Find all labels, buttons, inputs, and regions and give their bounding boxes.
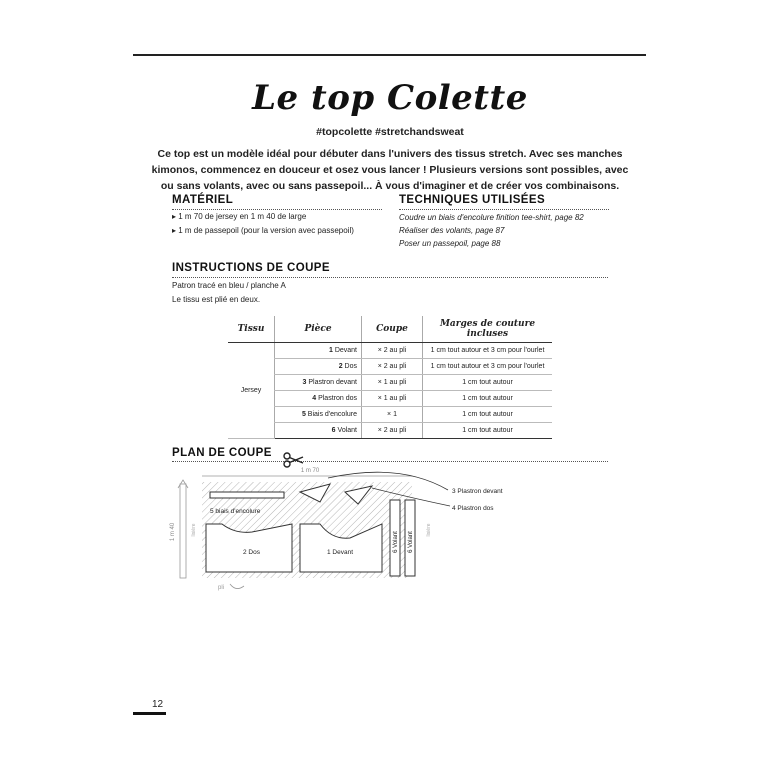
instructions-heading: INSTRUCTIONS DE COUPE	[172, 262, 330, 274]
table-row	[228, 407, 552, 423]
plastron-devant-label: 3 Plastron devant	[452, 488, 503, 495]
table-row	[228, 423, 552, 439]
techniques-heading: TECHNIQUES UTILISÉES	[399, 194, 546, 206]
materiel-item: ▸ 1 m de passepoil (pour la version avec passepoil)	[172, 226, 354, 235]
header-piece: Pièce	[275, 316, 362, 343]
coupe-cell: × 2 au pli	[362, 343, 423, 359]
hashtags: #topcolette #stretchandsweat	[316, 126, 464, 138]
techniques-divider	[399, 209, 609, 210]
height-dimension-bar	[180, 484, 186, 578]
technique-item: Poser un passepoil, page 88	[399, 239, 501, 248]
technique-item: Coudre un biais d'encolure finition tee-shirt, page 82	[399, 213, 584, 222]
cutting-table	[228, 316, 552, 439]
top-rule	[133, 54, 646, 56]
marges-cell: 1 cm tout autour et 3 cm pour l'ourlet	[423, 359, 553, 375]
coupe-cell: × 1 au pli	[362, 375, 423, 391]
plan-heading: PLAN DE COUPE	[172, 447, 272, 459]
coupe-cell: × 2 au pli	[362, 423, 423, 439]
piece-dos-label: 2 Dos	[243, 549, 260, 556]
tissu-cell: Jersey	[228, 343, 275, 439]
piece-devant-label: 1 Devant	[327, 549, 354, 556]
piece-biais-label: 5 biais d'encolure	[210, 508, 261, 515]
header-marges: Marges de couture incluses	[423, 316, 553, 343]
height-label: 1 m 40	[170, 522, 176, 542]
header-tissu: Tissu	[228, 316, 275, 343]
instructions-line: Patron tracé en bleu / planche A	[172, 281, 286, 290]
instructions-divider	[172, 277, 608, 278]
marges-cell: 1 cm tout autour	[423, 407, 553, 423]
piece-volant-a-label: 6 Volant	[393, 531, 399, 553]
instructions-line: Le tissu est plié en deux.	[172, 295, 261, 304]
table-row	[228, 359, 552, 375]
fold-icon	[230, 584, 244, 589]
piece-cell: 2 Dos	[275, 359, 362, 375]
piece-cell: 4 Plastron dos	[275, 391, 362, 407]
lisiere-label-right: lisière	[426, 523, 432, 537]
page-number: 12	[152, 699, 164, 710]
piece-volant-b-label: 6 Volant	[408, 531, 414, 553]
header-coupe: Coupe	[362, 316, 423, 343]
piece-cell: 6 Volant	[275, 423, 362, 439]
marges-cell: 1 cm tout autour	[423, 423, 553, 439]
lisiere-label-left: lisière	[191, 523, 197, 537]
technique-item: Réaliser des volants, page 87	[399, 226, 505, 235]
coupe-cell: × 1	[362, 407, 423, 423]
plastron-dos-label: 4 Plastron dos	[452, 505, 494, 512]
coupe-cell: × 2 au pli	[362, 359, 423, 375]
coupe-cell: × 1 au pli	[362, 391, 423, 407]
table-row	[228, 375, 552, 391]
marges-cell: 1 cm tout autour	[423, 375, 553, 391]
piece-cell: 1 Devant	[275, 343, 362, 359]
piece-cell: 3 Plastron devant	[275, 375, 362, 391]
width-label: 1 m 70	[300, 468, 320, 474]
marges-cell: 1 cm tout autour et 3 cm pour l'ourlet	[423, 343, 553, 359]
cutting-layout-diagram	[160, 462, 520, 602]
page-number-bar	[133, 712, 166, 715]
page-title: Le top Colette	[252, 78, 528, 118]
piece-biais	[210, 492, 284, 498]
intro-paragraph: Ce top est un modèle idéal pour débuter dans l'univers des tissus stretch. Avec ses manches kimonos, commencez en douceur et osez vous lancer ! Plusieurs versions sont possibles, avec ou sans volants, avec ou sans passepoil... À vous d'imaginer et de créer vos combinaisons.	[151, 148, 629, 192]
marges-cell: 1 cm tout autour	[423, 391, 553, 407]
materiel-item: ▸ 1 m 70 de jersey en 1 m 40 de large	[172, 212, 307, 221]
materiel-heading: MATÉRIEL	[172, 194, 234, 206]
table-row	[228, 343, 552, 359]
piece-cell: 5 Biais d'encolure	[275, 407, 362, 423]
table-row	[228, 391, 552, 407]
pli-label: pli	[218, 585, 225, 591]
